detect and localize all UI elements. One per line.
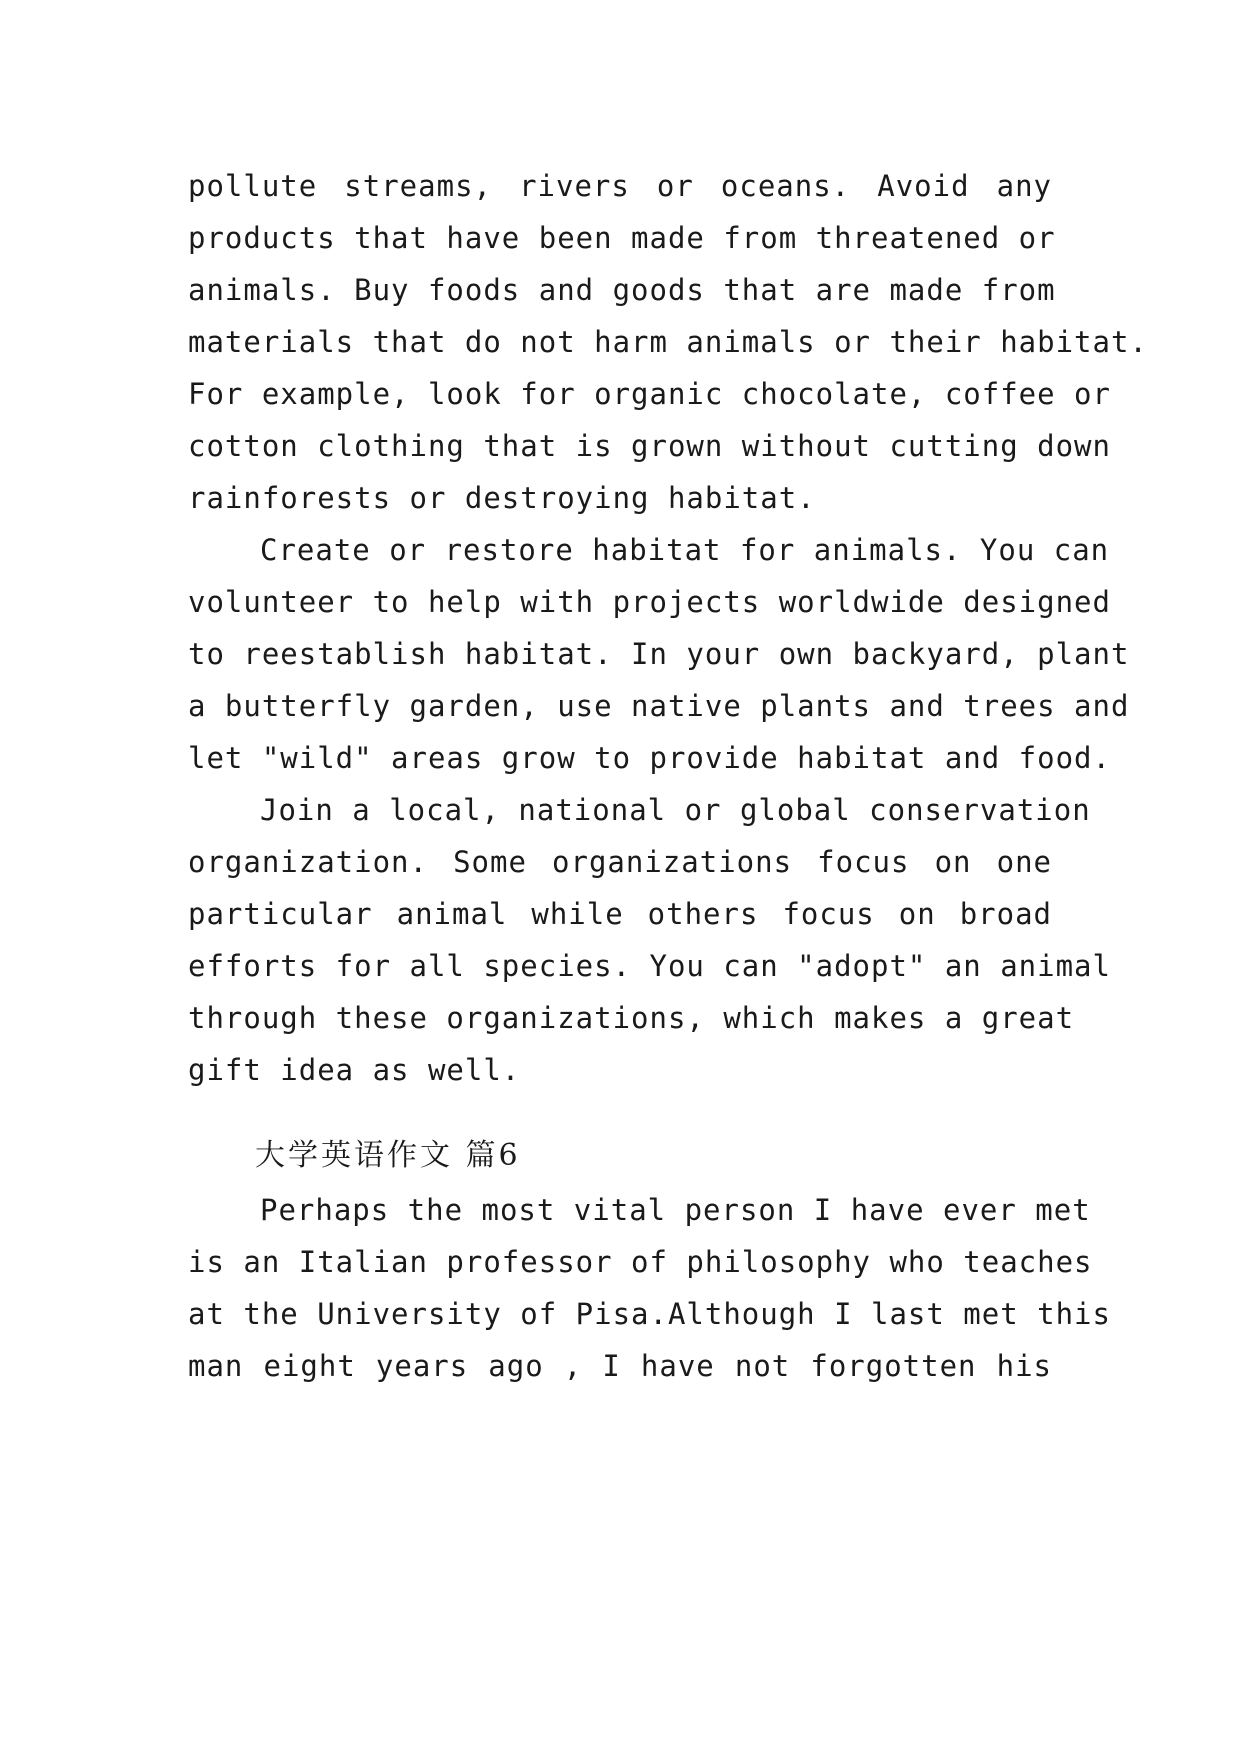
text-line: efforts for all species. You can "adopt" an animal (188, 949, 1111, 983)
text-line: materials that do not harm animals or their habitat. (188, 325, 1148, 359)
text-line: pollute streams, rivers or oceans. Avoid any (188, 169, 1052, 203)
text-line: gift idea as well. (188, 1053, 521, 1087)
text-line: Perhaps the most vital person I have ever met (260, 1193, 1091, 1227)
text-line: at the University of Pisa.Although I last met this (188, 1297, 1111, 1331)
text-line: through these organizations, which makes a great (188, 1001, 1075, 1035)
text-line: organization. Some organizations focus on one (188, 845, 1052, 879)
text-line: products that have been made from threatened or (188, 221, 1056, 255)
text-line: rainforests or destroying habitat. (188, 481, 816, 515)
text-line: animals. Buy foods and goods that are made from (188, 273, 1056, 307)
text-line: let "wild" areas grow to provide habitat and food. (188, 741, 1111, 775)
text-line: a butterfly garden, use native plants and trees and (188, 689, 1130, 723)
text-line: man eight years ago , I have not forgotten his (188, 1349, 1052, 1383)
text-line: particular animal while others focus on broad (188, 897, 1052, 931)
text-line: Join a local, national or global conservation (260, 793, 1091, 827)
text-line: Create or restore habitat for animals. You can (260, 533, 1110, 567)
text-line: cotton clothing that is grown without cutting down (188, 429, 1111, 463)
text-line: to reestablish habitat. In your own backyard, plant (188, 637, 1130, 671)
text-line: volunteer to help with projects worldwide designed (188, 585, 1111, 619)
text-line: For example, look for organic chocolate, coffee or (188, 377, 1111, 411)
text-line: is an Italian professor of philosophy who teaches (188, 1245, 1093, 1279)
section-heading: 大学英语作文 篇6 (255, 1138, 521, 1173)
